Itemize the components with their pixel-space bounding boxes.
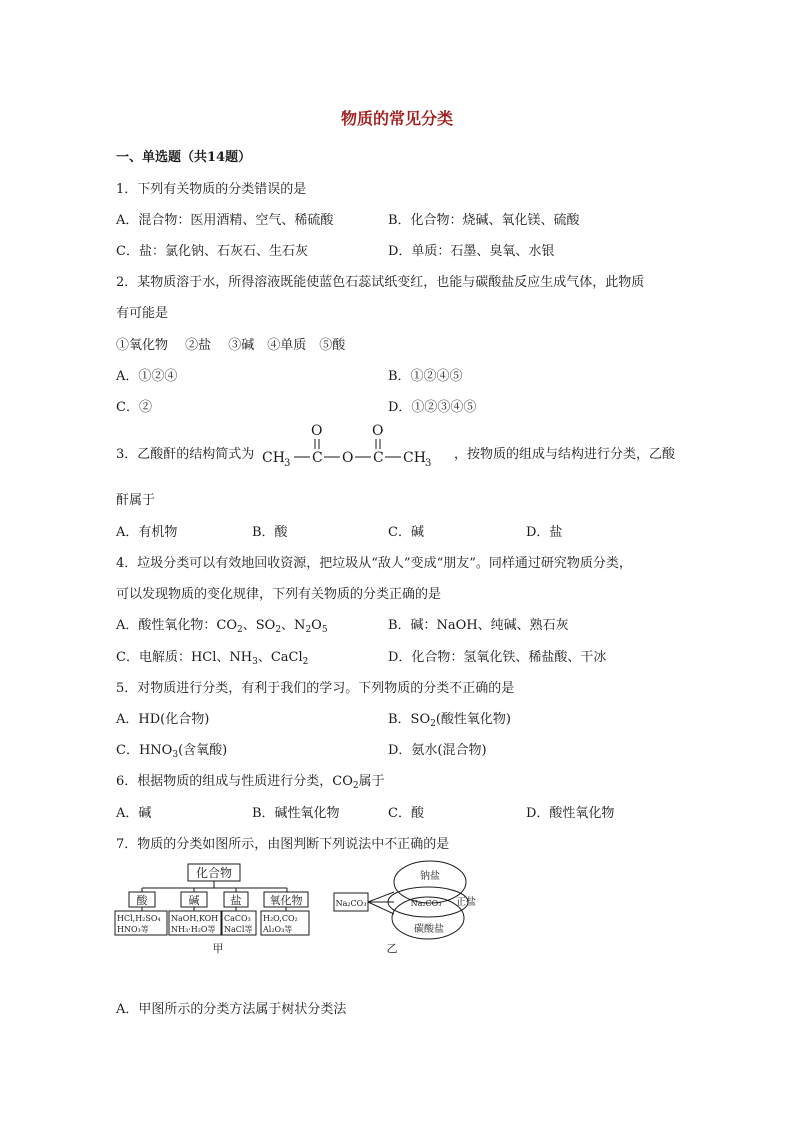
cross-sodium-salt-label: 钠盐 xyxy=(420,871,440,882)
figure-jia-caption: 甲 xyxy=(212,942,224,955)
cross-arrow-line xyxy=(368,902,394,914)
formula-sub3-left: 3 xyxy=(284,458,291,469)
figure-yi-cross xyxy=(332,858,482,958)
tree-root-label: 化合物 xyxy=(195,866,233,880)
q2-option-a: A．①②④ xyxy=(116,369,178,384)
tree-cat-base: 碱 xyxy=(188,894,200,907)
page-title: 物质的常见分类 xyxy=(340,109,453,128)
tree-example-base-1: NaOH,KOH xyxy=(171,914,219,923)
tree-example-salt-1: CaCO₃ xyxy=(224,914,251,923)
q7-option-a: A．甲图所示的分类方法属于树状分类法 xyxy=(116,1002,347,1017)
q5-option-a: A．HD(化合物) xyxy=(116,712,210,727)
q3-option-a: A．有机物 xyxy=(116,525,178,540)
cross-source-label: Na₂CO₃ xyxy=(335,899,367,908)
cross-center-label: Na₂CO₃ xyxy=(410,899,442,908)
acetic-anhydride-structure xyxy=(258,422,448,472)
formula-sub3-right: 3 xyxy=(425,458,432,469)
tree-example-oxide-1: H₂O,CO₂ xyxy=(263,914,298,923)
q4-option-b: B．碱：NaOH、纯碱、熟石灰 xyxy=(388,618,569,633)
q4-option-d: D．化合物：氢氧化铁、稀盐酸、干冰 xyxy=(388,650,607,665)
q2-stem-line1: 2．某物质溶于水，所得溶液既能使蓝色石蕊试纸变红，也能与碳酸盐反应生成气体，此物质 xyxy=(116,275,645,290)
q1-stem: 1．下列有关物质的分类错误的是 xyxy=(116,182,307,197)
q3-option-b: B．酸 xyxy=(252,525,288,540)
q3-stem-pre: 3．乙酸酐的结构简式为 xyxy=(116,447,255,462)
tree-cat-salt: 盐 xyxy=(230,894,242,907)
q7-stem: 7．物质的分类如图所示，由图判断下列说法中不正确的是 xyxy=(116,837,450,852)
q3-stem-post: ，按物质的组成与结构进行分类，乙酸 xyxy=(454,447,676,462)
figure-yi-caption: 乙 xyxy=(386,942,398,955)
tree-example-oxide-2: Al₂O₃等 xyxy=(263,925,293,934)
q2-candidates: ①氧化物 ②盐 ③碱 ④单质 ⑤酸 xyxy=(116,338,346,353)
q4-stem-line2: 可以发现物质的变化规律，下列有关物质的分类正确的是 xyxy=(116,587,442,602)
figure-jia-tree xyxy=(114,862,319,957)
formula-oxygen-bridge: O xyxy=(342,450,354,466)
q2-option-b: B．①②④⑤ xyxy=(388,369,463,384)
q2-stem-line2: 有可能是 xyxy=(116,306,169,321)
tree-example-salt-2: NaCl等 xyxy=(224,925,253,934)
q6-option-c: C．酸 xyxy=(388,806,424,821)
q3-option-c: C．碱 xyxy=(388,525,424,540)
formula-ch3-right: CH xyxy=(403,450,426,466)
q2-option-d: D．①②③④⑤ xyxy=(388,400,477,415)
q6-option-d: D．酸性氧化物 xyxy=(526,806,615,821)
q6-option-a: A．碱 xyxy=(116,806,152,821)
q4-option-c: C．电解质：HCl、$NH_3$、CaCl$_2$ xyxy=(116,650,309,667)
q5-option-b: B．$SO_2$(酸性氧化物) xyxy=(388,712,512,729)
formula-oxygen-top-left: O xyxy=(311,423,323,439)
q1-option-c: C．盐：氯化钠、石灰石、生石灰 xyxy=(116,244,308,259)
formula-ch3-left: CH xyxy=(262,450,285,466)
tree-cat-oxide: 氧化物 xyxy=(269,894,303,907)
q5-option-d: D．氨水(混合物) xyxy=(388,743,487,758)
formula-carbon-right: C xyxy=(373,450,384,466)
q1-option-d: D．单质：石墨、臭氧、水银 xyxy=(388,244,555,259)
formula-carbon-left: C xyxy=(312,450,323,466)
q6-stem: 6．根据物质的组成与性质进行分类，$CO_2$属于 xyxy=(116,774,385,791)
tree-example-base-2: NH₃·H₂O等 xyxy=(171,925,216,934)
formula-oxygen-top-right: O xyxy=(372,423,384,439)
q1-option-b: B．化合物：烧碱、氧化镁、硫酸 xyxy=(388,213,580,228)
cross-carbonate-label: 碳酸盐 xyxy=(414,924,444,935)
q3-stem-line2: 酐属于 xyxy=(116,493,156,508)
q4-option-a: A．酸性氧化物：$CO_2$、$SO_2$、$N_2O_5$ xyxy=(116,618,328,635)
tree-cat-acid: 酸 xyxy=(136,894,148,907)
q6-option-b: B．碱性氧化物 xyxy=(252,806,340,821)
q4-stem-line1: 4．垃圾分类可以有效地回收资源，把垃圾从“敌人”变成“朋友”。同样通过研究物质分类， xyxy=(116,556,632,571)
tree-example-acid-2: HNO₃等 xyxy=(117,925,149,934)
q3-option-d: D．盐 xyxy=(526,525,563,540)
section-heading: 一、单选题（共14题） xyxy=(116,150,252,165)
q1-option-a: A．混合物：医用酒精、空气、稀硫酸 xyxy=(116,213,334,228)
cross-positive-salt-label: 正盐 xyxy=(456,897,476,908)
q5-option-c: C．$HNO_3$(含氧酸) xyxy=(116,743,228,760)
q2-option-c: C．② xyxy=(116,400,152,415)
tree-example-acid-1: HCl,H₂SO₄ xyxy=(117,914,161,923)
q5-stem: 5．对物质进行分类，有利于我们的学习。下列物质的分类不正确的是 xyxy=(116,681,515,696)
